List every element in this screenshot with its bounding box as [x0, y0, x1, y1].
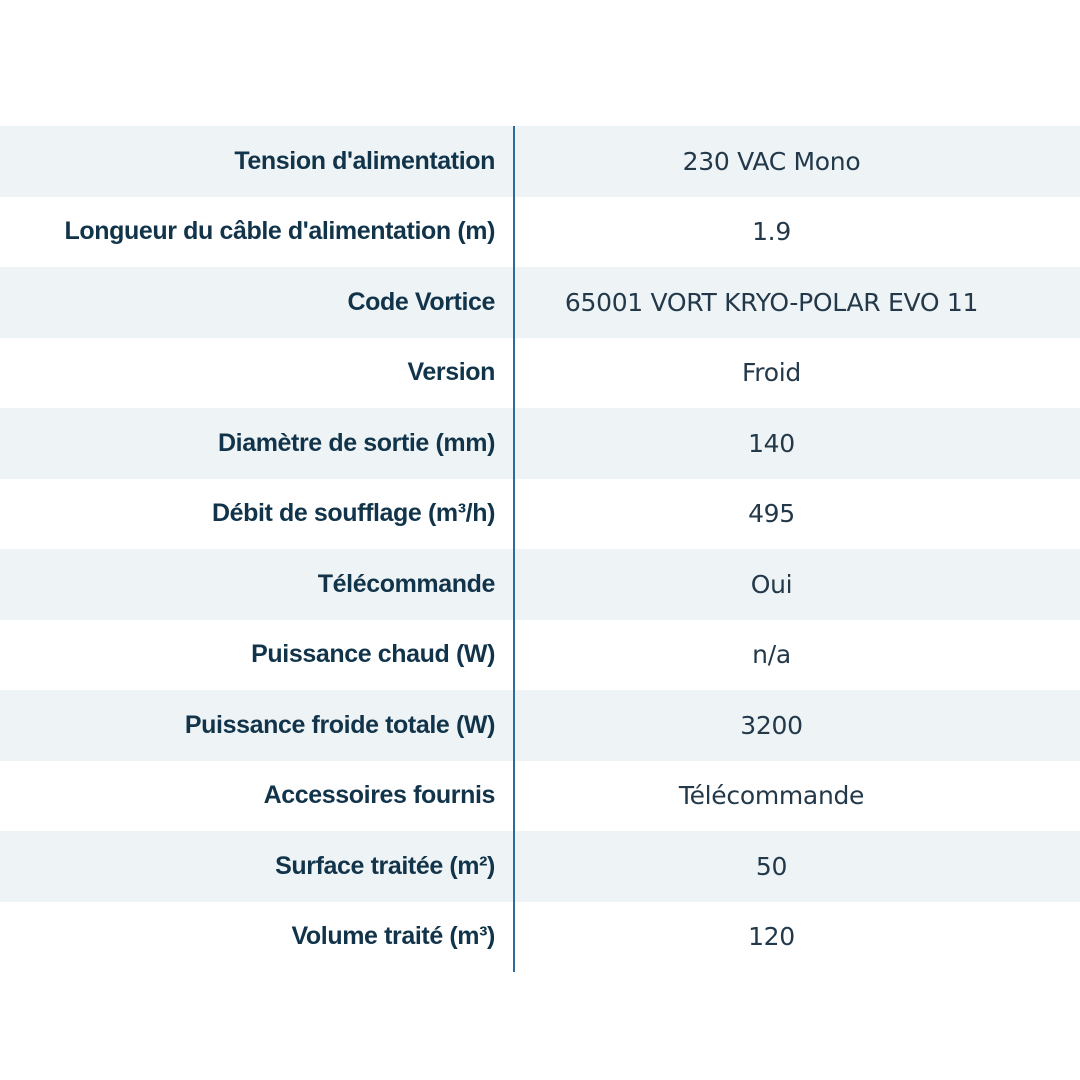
- column-divider: [495, 267, 515, 338]
- spec-row: [0, 126, 1080, 197]
- spec-value: 140: [748, 428, 795, 458]
- spec-row: [0, 549, 1080, 620]
- spec-label: Version: [407, 358, 495, 387]
- spec-label: Débit de soufflage (m³/h): [211, 499, 495, 528]
- spec-value: Oui: [750, 569, 793, 599]
- spec-value: 50: [755, 851, 788, 881]
- spec-label: Tension d'alimentation: [234, 146, 495, 175]
- spec-value: n/a: [752, 640, 791, 670]
- spec-value: 495: [748, 499, 795, 529]
- spec-value: Télécommande: [678, 781, 865, 811]
- spec-table: [0, 126, 1080, 972]
- spec-row: [0, 267, 1080, 338]
- column-divider: [495, 126, 515, 197]
- spec-row: [0, 690, 1080, 761]
- spec-label: Accessoires fournis: [263, 781, 495, 810]
- spec-label: Puissance froide totale (W): [184, 710, 495, 739]
- spec-value: 3200: [740, 710, 803, 740]
- column-divider: [495, 338, 515, 409]
- column-divider: [495, 549, 515, 620]
- spec-label: Télécommande: [317, 569, 495, 598]
- spec-value: 230 VAC Mono: [682, 146, 861, 176]
- column-divider: [495, 197, 515, 268]
- spec-label: Longueur du câble d'alimentation (m): [64, 217, 495, 246]
- spec-label: Volume traité (m³): [291, 922, 495, 951]
- spec-row: [0, 479, 1080, 550]
- spec-value: 1.9: [752, 217, 791, 247]
- spec-row: [0, 902, 1080, 973]
- column-divider: [495, 831, 515, 902]
- column-divider: [495, 902, 515, 973]
- spec-row: [0, 831, 1080, 902]
- spec-row: [0, 408, 1080, 479]
- spec-label: Puissance chaud (W): [251, 640, 495, 669]
- column-divider: [495, 620, 515, 691]
- column-divider: [495, 408, 515, 479]
- column-divider: [495, 479, 515, 550]
- spec-value: 120: [748, 922, 795, 952]
- spec-label: Diamètre de sortie (mm): [218, 428, 495, 457]
- spec-row: [0, 620, 1080, 691]
- spec-value: Froid: [742, 358, 801, 388]
- spec-row: [0, 338, 1080, 409]
- spec-label: Surface traitée (m²): [275, 851, 495, 880]
- spec-label: Code Vortice: [347, 287, 495, 316]
- column-divider: [495, 690, 515, 761]
- spec-value: 65001 VORT KRYO-POLAR EVO 11: [564, 287, 979, 317]
- column-divider: [495, 761, 515, 832]
- spec-row: [0, 197, 1080, 268]
- spec-row: [0, 761, 1080, 832]
